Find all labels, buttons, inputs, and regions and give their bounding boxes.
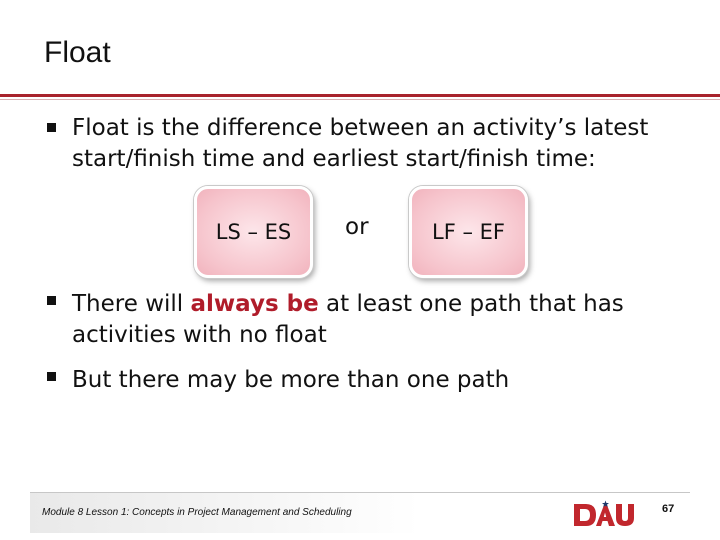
bullet-1-line-1: Float is the difference between an activity’s latest [72,115,649,141]
bullet-1 [72,113,648,175]
dau-logo-icon [572,500,636,530]
title-divider-shadow [0,99,720,100]
formula-box-finish [409,186,528,278]
logo-letter-u [616,504,634,526]
bullet-1-line-2: start/finish time and earliest start/finish time: [72,146,596,172]
formula-right-label: LF – EF [432,220,505,244]
bullet-2-emphasis: always be [190,291,319,317]
bullet-2-line-2: activities with no float [72,322,327,348]
logo-letter-d [574,504,596,526]
footer-module-text: Module 8 Lesson 1: Concepts in Project Management and Scheduling [42,507,352,518]
bullet-2-text-b: at least one path that has [318,291,624,317]
formula-left-label: LS – ES [215,220,292,244]
square-bullet-icon [47,123,56,132]
slide-title: Float [44,36,111,69]
bullet-2-text-a: There will [72,291,191,317]
bullet-3 [72,365,509,396]
formula-box-start [194,186,313,278]
title-divider [0,94,720,97]
bullet-2 [72,289,624,351]
square-bullet-icon [47,372,56,381]
formula-connector: or [345,214,369,240]
logo-letter-a [596,505,615,526]
footer-divider [30,492,690,493]
bullet-2-line-1 [72,289,624,320]
page-number: 67 [662,503,675,515]
bullet-3-line-1: But there may be more than one path [72,367,510,393]
square-bullet-icon [47,296,56,305]
